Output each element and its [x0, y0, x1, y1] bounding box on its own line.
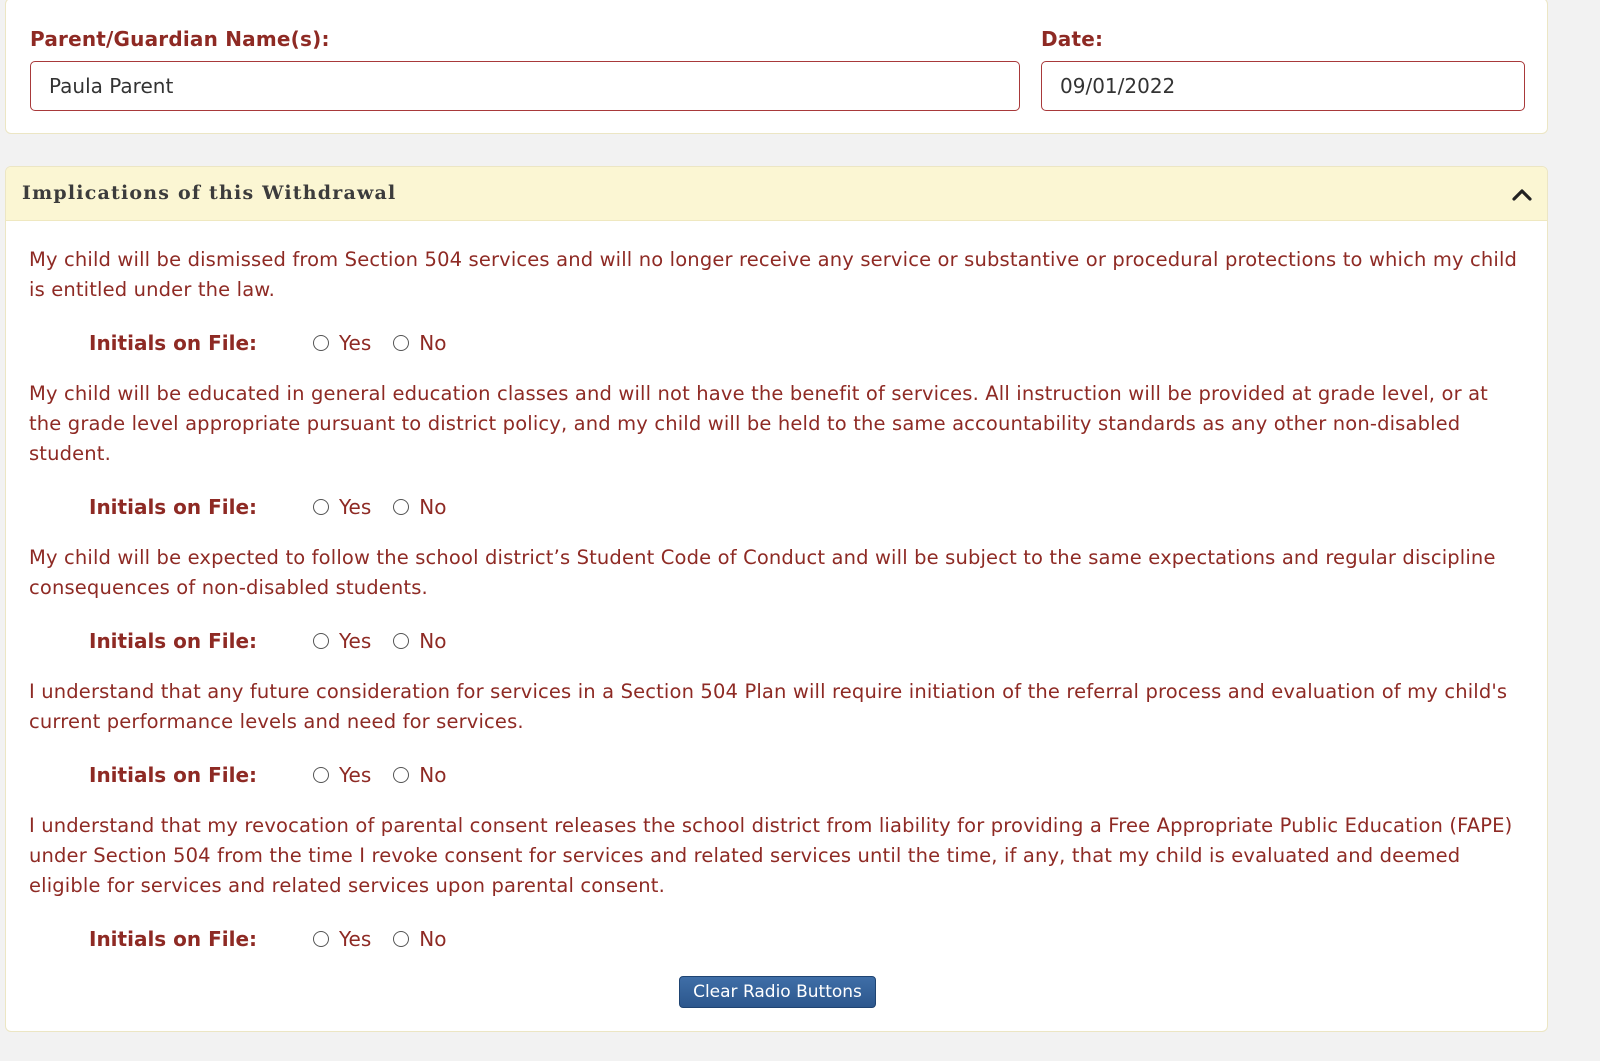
radio-no-label: No — [419, 763, 447, 787]
radio-circle[interactable] — [313, 499, 329, 515]
statement-text-1: My child will be dismissed from Section 504 services and will no longer receive any service or substantive or procedural protections to which my child is entitled under the law. — [29, 248, 1518, 301]
initials-row-5 — [89, 924, 469, 954]
radio-circle[interactable] — [393, 767, 409, 783]
radio-no-label: No — [419, 495, 447, 519]
radio-no-label: No — [419, 927, 447, 951]
implications-section — [5, 166, 1548, 1032]
radio-yes-label: Yes — [339, 927, 372, 951]
statement-text-4: I understand that any future consideration for services in a Section 504 Plan will require initiation of the referral process and evaluation of my child's current performance levels and need for services. — [29, 680, 1508, 733]
section-title: Implications of this Withdrawal — [22, 182, 397, 204]
initials-yes-radio-3[interactable] — [313, 629, 371, 653]
initials-no-radio-4[interactable] — [393, 763, 446, 787]
statement-text-5: I understand that my revocation of parental consent releases the school district from liability for providing a Free Appropriate Public Education (FAPE) under Section 504 from the time I revoke consent for services and related services until the time, if any, that my child is evaluated and deemed eligible for services and related services upon parental consent. — [29, 814, 1513, 897]
initials-label: Initials on File: — [89, 763, 258, 787]
radio-yes-label: Yes — [339, 331, 372, 355]
radio-circle[interactable] — [313, 633, 329, 649]
initials-yes-radio-4[interactable] — [313, 763, 371, 787]
initials-no-radio-2[interactable] — [393, 495, 446, 519]
chevron-up-icon[interactable] — [1511, 184, 1533, 206]
initials-yes-radio-5[interactable] — [313, 927, 371, 951]
initials-no-radio-3[interactable] — [393, 629, 446, 653]
section-header[interactable] — [6, 167, 1547, 221]
radio-no-label: No — [419, 331, 447, 355]
initials-no-radio-5[interactable] — [393, 927, 446, 951]
statement-text-3: My child will be expected to follow the school district’s Student Code of Conduct and will be subject to the same expectations and regular discipline consequences of non-disabled students. — [29, 546, 1496, 599]
initials-yes-radio-1[interactable] — [313, 331, 371, 355]
statement-text-2: My child will be educated in general education classes and will not have the benefit of services. All instruction will be provided at grade level, or at the grade level appropriate pursuant to district policy, and my child will be held to the same accountability standards as any other non-disabled student. — [29, 382, 1488, 465]
radio-circle[interactable] — [393, 499, 409, 515]
parent-name-label: Parent/Guardian Name(s): — [30, 27, 330, 51]
radio-yes-label: Yes — [339, 629, 372, 653]
date-input[interactable] — [1041, 61, 1525, 111]
initials-label: Initials on File: — [89, 629, 258, 653]
date-label: Date: — [1041, 27, 1104, 51]
radio-yes-label: Yes — [339, 763, 372, 787]
initials-row-2 — [89, 492, 469, 522]
radio-circle[interactable] — [313, 931, 329, 947]
radio-yes-label: Yes — [339, 495, 372, 519]
parent-info-card — [5, 0, 1548, 134]
radio-no-label: No — [419, 629, 447, 653]
clear-radio-buttons-button[interactable]: Clear Radio Buttons — [679, 976, 876, 1008]
radio-circle[interactable] — [393, 633, 409, 649]
radio-circle[interactable] — [393, 931, 409, 947]
parent-name-input[interactable] — [30, 61, 1020, 111]
initials-label: Initials on File: — [89, 331, 258, 355]
initials-label: Initials on File: — [89, 495, 258, 519]
initials-no-radio-1[interactable] — [393, 331, 446, 355]
initials-row-4 — [89, 760, 469, 790]
radio-circle[interactable] — [313, 767, 329, 783]
radio-circle[interactable] — [393, 335, 409, 351]
initials-label: Initials on File: — [89, 927, 258, 951]
radio-circle[interactable] — [313, 335, 329, 351]
initials-row-3 — [89, 626, 469, 656]
initials-row-1 — [89, 328, 469, 358]
initials-yes-radio-2[interactable] — [313, 495, 371, 519]
